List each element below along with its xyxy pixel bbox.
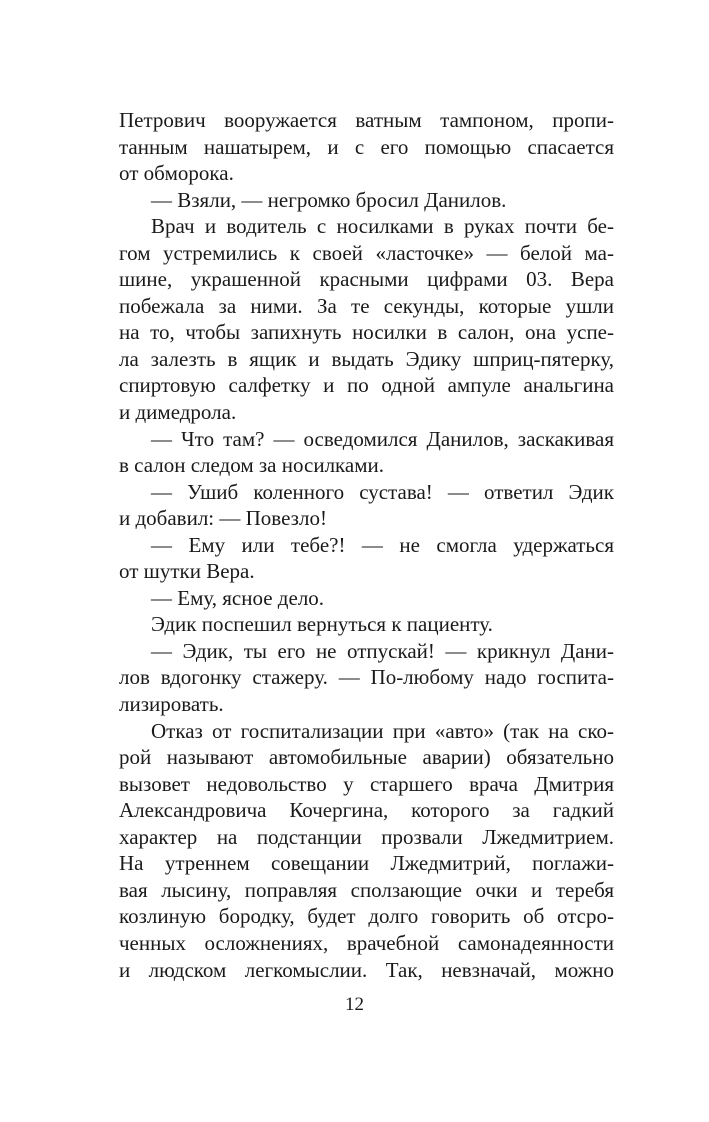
text-line: — Эдик, ты его не отпускай! — крикнул Дани- bbox=[151, 638, 614, 663]
text-line: и людском легкомыслии. Так, невзначай, можно bbox=[119, 957, 614, 982]
text-line: побежала за ними. За те секунды, которые ушли bbox=[119, 293, 614, 318]
text-line: — Что там? — осведомился Данилов, заскакивая bbox=[151, 426, 614, 451]
text-line: ла залезть в ящик и выдать Эдику шприц-пятерку, bbox=[119, 346, 614, 371]
page-text bbox=[119, 107, 614, 983]
text-line: и добавил: — Повезло! bbox=[119, 506, 327, 531]
text-line: Александровича Кочергина, которого за гадкий bbox=[119, 798, 614, 823]
text-line: гом устремились к своей «ласточке» — белой ма- bbox=[119, 240, 614, 265]
text-line: характер на подстанции прозвали Лжедмитрием. bbox=[119, 824, 614, 849]
text-line: — Ему, ясное дело. bbox=[151, 585, 325, 610]
text-line: — Ушиб коленного сустава! — ответил Эдик bbox=[151, 479, 614, 504]
text-line: На утреннем совещании Лжедмитрий, поглажи- bbox=[119, 851, 614, 876]
text-line: в салон следом за носилками. bbox=[119, 453, 385, 478]
text-line: козлиную бородку, будет долго говорить об отсро- bbox=[119, 904, 614, 929]
text-line: шине, украшенной красными цифрами 03. Вера bbox=[119, 267, 614, 292]
text-line: рой называют автомобильные аварии) обязательно bbox=[119, 745, 614, 770]
text-line: лизировать. bbox=[119, 692, 224, 717]
text-line: лов вдогонку стажеру. — По-любому надо госпита- bbox=[119, 665, 614, 690]
text-line: — Взяли, — негромко бросил Данилов. bbox=[151, 187, 507, 212]
text-line: танным нашатырем, и с его помощью спасается bbox=[119, 134, 614, 159]
text-line: и димедрола. bbox=[119, 400, 237, 425]
text-line: Врач и водитель с носилками в руках почти бе- bbox=[151, 214, 614, 239]
text-line: — Ему или тебе?! — не смогла удержаться bbox=[151, 532, 614, 557]
page-number: 12 bbox=[345, 994, 364, 1015]
text-line: ченных осложнениях, врачебной самонадеянности bbox=[119, 930, 614, 955]
text-line: Эдик поспешил вернуться к пациенту. bbox=[151, 612, 493, 637]
text-line: от обморока. bbox=[119, 161, 234, 186]
text-line: спиртовую салфетку и по одной ампуле анальгина bbox=[119, 373, 614, 398]
text-line: Отказ от госпитализации при «авто» (так на ско- bbox=[151, 718, 614, 743]
text-line: на то, чтобы запихнуть носилки в салон, она успе- bbox=[119, 320, 614, 345]
text-line: вызовет недовольство у старшего врача Дмитрия bbox=[119, 771, 614, 796]
text-line: вая лысину, поправляя сползающие очки и теребя bbox=[119, 877, 614, 902]
text-line: Петрович вооружается ватным тампоном, пропи- bbox=[119, 108, 614, 132]
text-line: от шутки Вера. bbox=[119, 559, 255, 584]
